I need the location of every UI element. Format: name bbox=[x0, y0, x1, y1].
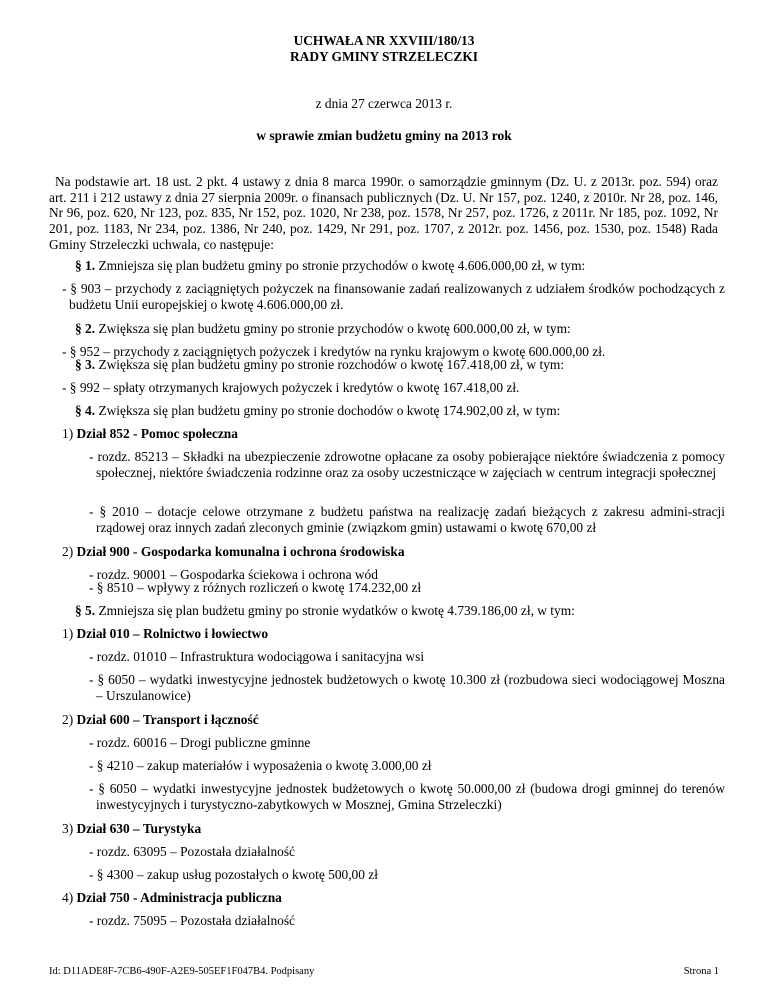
paragraph-2-label: § 2. bbox=[75, 321, 96, 336]
paragraph-3-label: § 3. bbox=[75, 357, 96, 372]
document-id-footer: Id: D11ADE8F-7CB6-490F-A2E9-505EF1F047B4. Podpisany bbox=[49, 966, 315, 977]
paragraph-2-item: - § 952 – przychody z zaciągniętych pożyczek i kredytów na rynku krajowym o kwotę 600.000,00 zł. bbox=[62, 344, 606, 359]
resolution-subject: w sprawie zmian budżetu gminy na 2013 rok bbox=[256, 128, 512, 143]
division-600-number: 2) bbox=[62, 712, 77, 727]
division-750-title: Dział 750 - Administracja publiczna bbox=[76, 890, 282, 905]
paragraph-3-item: - § 992 – spłaty otrzymanych krajowych pożyczek i kredytów o kwotę 167.418,00 zł. bbox=[62, 380, 520, 395]
division-630-section: - § 4300 – zakup usług pozostałych o kwotę 500,00 zł bbox=[89, 867, 378, 882]
paragraph-1-item: - § 903 – przychody z zaciągniętych pożyczek na finansowanie zadań realizowanych z udziałem środków pochodzących z budżetu Unii europejskiej o kwotę 4.606.000,00 zł. bbox=[62, 281, 725, 312]
paragraph-5-label: § 5. bbox=[75, 603, 96, 618]
division-600-section-6050: - § 6050 – wydatki inwestycyjne jednostek budżetowych o kwotę 50.000,00 zł (budowa drogi gminnej do terenów inwestycyjnych i turystyczno-zabytkowych w Mosznej, Gmina Strzeleczki) bbox=[89, 781, 725, 812]
division-600-heading bbox=[62, 712, 259, 728]
page-number: Strona 1 bbox=[683, 966, 719, 977]
division-852-heading bbox=[62, 426, 238, 442]
paragraph-1-text: Zmniejsza się plan budżetu gminy po stronie przychodów o kwotę 4.606.000,00 zł, w tym: bbox=[95, 258, 586, 273]
division-750-number: 4) bbox=[62, 890, 77, 905]
division-010-section: - § 6050 – wydatki inwestycyjne jednostek budżetowych o kwotę 10.300 zł (rozbudowa sieci wodociągowej Moszna – Urszulanowice) bbox=[89, 672, 725, 703]
division-852-number: 1) bbox=[62, 426, 77, 441]
paragraph-2 bbox=[75, 321, 571, 337]
division-630-number: 3) bbox=[62, 821, 77, 836]
division-852-section: - § 2010 – dotacje celowe otrzymane z budżetu państwa na realizację zadań bieżących z zakresu admini-stracji rządowej oraz innych zadań zleconych gminie (związkom gmin) ustawami o kwotę 670,00 zł bbox=[89, 504, 725, 535]
division-750-heading bbox=[62, 890, 282, 906]
division-852-chapter: - rozdz. 85213 – Składki na ubezpieczenie zdrowotne opłacane za osoby pobierające niektóre świadczenia z pomocy społecznej, niektóre świadczenia rodzinne oraz za osoby uczestniczące w zajęciach w centrum integracji społecznej bbox=[89, 449, 725, 480]
division-900-heading bbox=[62, 544, 405, 560]
paragraph-5-text: Zmniejsza się plan budżetu gminy po stronie wydatków o kwotę 4.739.186,00 zł, w tym: bbox=[95, 603, 575, 618]
paragraph-4-text: Zwiększa się plan budżetu gminy po stronie dochodów o kwotę 174.902,00 zł, w tym: bbox=[95, 403, 561, 418]
division-900-title: Dział 900 - Gospodarka komunalna i ochrona środowiska bbox=[76, 544, 405, 559]
division-600-chapter: - rozdz. 60016 – Drogi publiczne gminne bbox=[89, 735, 311, 750]
division-010-number: 1) bbox=[62, 626, 77, 641]
division-900-section: - § 8510 – wpływy z różnych rozliczeń o kwotę 174.232,00 zł bbox=[89, 580, 422, 595]
division-600-section-4210: - § 4210 – zakup materiałów i wyposażenia o kwotę 3.000,00 zł bbox=[89, 758, 432, 773]
paragraph-2-text: Zwiększa się plan budżetu gminy po stronie przychodów o kwotę 600.000,00 zł, w tym: bbox=[95, 321, 571, 336]
division-630-chapter: - rozdz. 63095 – Pozostała działalność bbox=[89, 844, 296, 859]
division-630-title: Dział 630 – Turystyka bbox=[76, 821, 202, 836]
paragraph-1-label: § 1. bbox=[75, 258, 96, 273]
resolution-number: UCHWAŁA NR XXVIII/180/13 bbox=[293, 33, 475, 48]
division-750-chapter: - rozdz. 75095 – Pozostała działalność bbox=[89, 913, 296, 928]
division-900-chapter: - rozdz. 90001 – Gospodarka ściekowa i ochrona wód bbox=[89, 567, 378, 582]
division-630-heading bbox=[62, 821, 201, 837]
council-name: RADY GMINY STRZELECZKI bbox=[290, 49, 478, 64]
division-900-number: 2) bbox=[62, 544, 77, 559]
paragraph-4-label: § 4. bbox=[75, 403, 96, 418]
division-010-heading bbox=[62, 626, 268, 642]
resolution-date: z dnia 27 czerwca 2013 r. bbox=[315, 96, 453, 111]
division-852-title: Dział 852 - Pomoc społeczna bbox=[76, 426, 238, 441]
division-600-title: Dział 600 – Transport i łączność bbox=[76, 712, 259, 727]
division-010-title: Dział 010 – Rolnictwo i łowiectwo bbox=[76, 626, 269, 641]
division-010-chapter: - rozdz. 01010 – Infrastruktura wodociągowa i sanitacyjna wsi bbox=[89, 649, 425, 664]
paragraph-4 bbox=[75, 403, 560, 419]
paragraph-3-text: Zwiększa się plan budżetu gminy po stronie rozchodów o kwotę 167.418,00 zł, w tym: bbox=[95, 357, 565, 372]
paragraph-5 bbox=[75, 603, 575, 619]
preamble: Na podstawie art. 18 ust. 2 pkt. 4 ustawy z dnia 8 marca 1990r. o samorządzie gminnym (Dz. U. z 2013r. poz. 594) oraz art. 211 i 212 ustawy z dnia 27 sierpnia 2009r. o finansach publicznych (Dz. U. Nr 157, poz. 1240, z 2010r. Nr 28, poz. 146, Nr 96, poz. 620, Nr 123, poz. 835, Nr 152, poz. 1020, Nr 238, poz. 1578, Nr 257, poz. 1726, z 2011r. Nr 185, poz. 1092, Nr 201, poz. 1183, Nr 234, poz. 1386, Nr 240, poz. 1429, Nr 291, poz. 1707, z 2012r. poz. 1456, poz. 1530, poz. 1548) Rada Gminy Strzeleczki uchwala, co następuje: bbox=[49, 174, 718, 252]
paragraph-3 bbox=[75, 357, 564, 373]
paragraph-1 bbox=[75, 258, 585, 274]
